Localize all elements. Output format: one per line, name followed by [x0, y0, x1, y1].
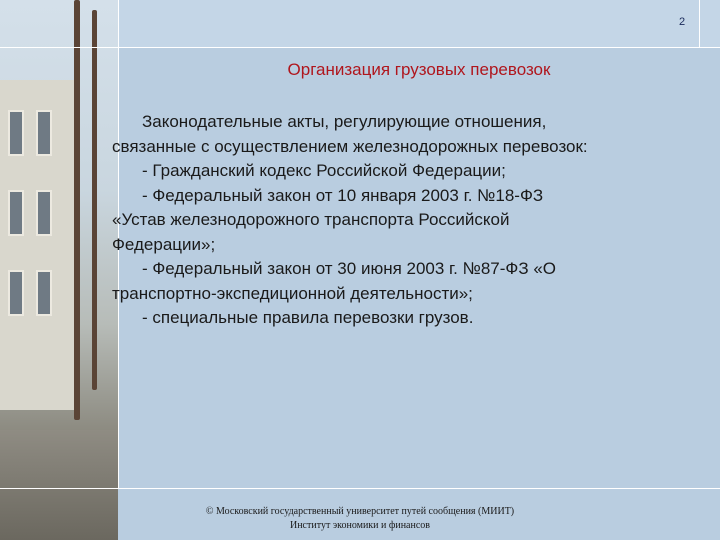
- building-window: [36, 270, 52, 316]
- building-window: [8, 270, 24, 316]
- slide-footer: [118, 505, 602, 533]
- tree-trunk: [74, 0, 80, 420]
- body-line: Федерации»;: [112, 234, 216, 254]
- building-window: [36, 190, 52, 236]
- sidewalk: [0, 430, 118, 540]
- divider-page-number: [699, 0, 700, 47]
- body-line: связанные с осуществлением железнодорожных перевозок:: [112, 136, 588, 156]
- building-window: [8, 190, 24, 236]
- body-line: транспортно-экспедиционной деятельности»;: [112, 283, 473, 303]
- slide-body: [112, 110, 702, 331]
- body-line: - Гражданский кодекс Российской Федерации;: [142, 161, 506, 180]
- slide-title: Организация грузовых перевозок: [287, 60, 551, 79]
- building-photo: [0, 0, 118, 540]
- divider-top: [0, 47, 720, 48]
- footer-copyright: © Московский государственный университет путей сообщения (МИИТ): [205, 506, 515, 517]
- header-band: [118, 0, 720, 48]
- divider-bottom: [0, 488, 720, 489]
- footer-institute: Институт экономики и финансов: [289, 520, 431, 531]
- body-line: «Устав железнодорожного транспорта Российской: [112, 210, 510, 229]
- building-window: [8, 110, 24, 156]
- building-window: [36, 110, 52, 156]
- body-line: - Федеральный закон от 30 июня 2003 г. №87-ФЗ «О: [142, 259, 557, 278]
- body-line: Законодательные акты, регулирующие отношения,: [142, 112, 547, 131]
- body-line: - специальные правила перевозки грузов.: [142, 308, 474, 327]
- body-line: - Федеральный закон от 10 января 2003 г. №18-ФЗ: [142, 185, 544, 205]
- page-number: 2: [678, 16, 686, 28]
- tree-trunk: [92, 10, 97, 390]
